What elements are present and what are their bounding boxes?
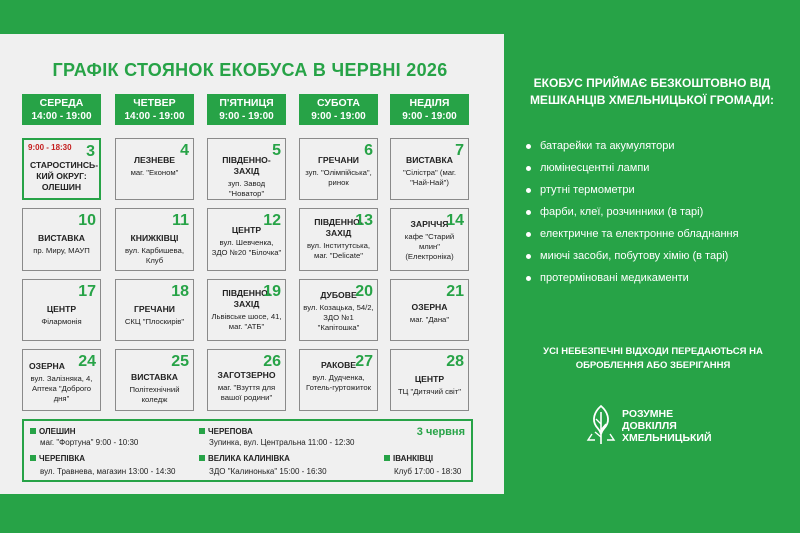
extra-stop-name	[199, 454, 290, 464]
cell-location: КНИЖКІВЦІ	[130, 233, 179, 243]
cell-day-number: 28	[446, 353, 464, 370]
square-marker-icon	[30, 455, 36, 461]
cell-location: РАКОВЕ	[320, 360, 357, 370]
extra-stop-name	[199, 427, 253, 437]
cell-location: СТАРОСТИНСЬ-КИЙ ОКРУГ: ОЛЕШИН	[30, 160, 99, 192]
cell-day-number: 12	[263, 212, 281, 229]
cell-location: ПІВДЕННО-ЗАХІД	[314, 217, 363, 238]
square-marker-icon	[384, 455, 390, 461]
list-item-text: електричне та електронне обладнання	[540, 228, 739, 240]
extra-date: 3 червня	[416, 426, 465, 438]
schedule-cell-6	[299, 138, 378, 200]
cell-address: Політехнічний коледж	[129, 385, 180, 404]
schedule-cell-19	[207, 279, 286, 341]
cell-address: маг. "Взуття для вашої родини"	[217, 383, 276, 402]
cell-address: кафе "Старий млин" (Електроніка)	[404, 232, 455, 261]
schedule-cell-4	[115, 138, 194, 200]
cell-address: вул. Інститутська, маг. "Delicate"	[306, 241, 371, 260]
day-name: ЧЕТВЕР	[133, 97, 176, 109]
cell-location: ГРЕЧАНИ	[318, 155, 359, 165]
cell-location: ЦЕНТР	[231, 225, 262, 235]
extra-stop-address: Зупинка, вул. Центральна 11:00 - 12:30	[209, 438, 355, 447]
cell-address: Львівське шосе, 41, маг. "АТБ"	[211, 312, 282, 331]
cell-location: ПІВДЕННО-ЗАХІД	[222, 155, 271, 176]
list-item-text: ртутні термометри	[540, 184, 635, 196]
bullet-dot-icon	[526, 210, 531, 215]
schedule-cell-3	[22, 138, 101, 200]
list-item	[526, 162, 786, 175]
accepted-items-list	[526, 140, 786, 294]
top-green-bar	[0, 0, 504, 34]
cell-address: ТЦ "Дитячий світ"	[397, 387, 462, 396]
day-name: СУБОТА	[316, 97, 361, 109]
cell-address: вул. Козацька, 54/2, ЗДО №1 "Капітошка"	[303, 303, 374, 332]
bullet-dot-icon	[526, 232, 531, 237]
brand-line: РОЗУМНЕ	[622, 408, 674, 420]
schedule-cell-18	[115, 279, 194, 341]
cell-address: вул. Карбишева, Клуб	[125, 246, 184, 265]
cell-day-number: 26	[263, 353, 281, 370]
bullet-dot-icon	[526, 276, 531, 281]
extra-stop-address: вул. Травнева, магазин 13:00 - 14:30	[40, 467, 176, 476]
schedule-cell-17	[22, 279, 101, 341]
square-marker-icon	[30, 428, 36, 434]
day-name: П'ЯТНИЦЯ	[219, 97, 274, 109]
square-marker-icon	[199, 428, 205, 434]
cell-location: ВИСТАВКА	[131, 372, 178, 382]
brand-line: ДОВКІЛЛЯ	[622, 420, 677, 432]
schedule-cell-26	[207, 349, 286, 411]
extra-stop-address: маг. "Фортуна" 9:00 - 10:30	[40, 438, 139, 447]
list-item	[526, 250, 786, 263]
list-item	[526, 228, 786, 241]
cell-address: пр. Миру, МАУП	[33, 246, 90, 255]
cell-address: зуп. Завод "Новатор"	[227, 179, 266, 198]
list-item	[526, 140, 786, 153]
cell-address: Філармонія	[41, 317, 82, 326]
bullet-dot-icon	[526, 254, 531, 259]
schedule-cell-14	[390, 208, 469, 271]
leaf-recycle-logo-icon	[586, 404, 616, 446]
cell-location: ОЗЕРНА	[29, 361, 65, 371]
bullet-dot-icon	[526, 188, 531, 193]
june-3-extra-stops	[22, 419, 473, 482]
bullet-dot-icon	[526, 144, 531, 149]
day-time: 9:00 - 19:00	[311, 111, 366, 122]
cell-day-number: 4	[180, 142, 189, 159]
day-time: 9:00 - 19:00	[402, 111, 457, 122]
cell-day-number: 20	[355, 283, 373, 300]
schedule-cell-24	[22, 349, 101, 411]
page-title: ГРАФІК СТОЯНОК ЕКОБУСА В ЧЕРВНІ 2026	[52, 60, 448, 80]
cell-address: маг. "Дана"	[409, 315, 450, 324]
cell-location: ГРЕЧАНИ	[134, 304, 175, 314]
list-item-text: протерміновані медикаменти	[540, 272, 689, 284]
cell-day-number: 21	[446, 283, 464, 300]
cell-address: вул. Залізняка, 4, Аптека "Доброго дня"	[30, 374, 93, 403]
accepts-title: ЕКОБУС ПРИЙМАЄ БЕЗКОШТОВНО ВІД МЕШКАНЦІВ ХМЕЛЬНИЦЬКОЇ ГРОМАДИ:	[529, 76, 775, 107]
day-header-friday	[207, 94, 286, 125]
extra-stop-title: ЧЕРЕПОВА	[208, 427, 253, 436]
cell-location: ПІВДЕННО-ЗАХІД	[222, 288, 271, 309]
brand-name	[622, 408, 712, 444]
schedule-cell-21	[390, 279, 469, 341]
extra-stop-name	[30, 427, 76, 437]
cell-day-number: 19	[263, 283, 281, 300]
cell-location: ЦЕНТР	[46, 304, 77, 314]
cell-address: "Сілістра" (маг. "Най-Най")	[402, 168, 457, 187]
cell-day-number: 14	[446, 212, 464, 229]
extra-stop-name	[384, 454, 433, 464]
cell-address: зуп. "Олімпійська", ринок	[305, 168, 372, 187]
extra-stop-title: ЧЕРЕПІВКА	[39, 454, 86, 463]
cell-day-number: 13	[355, 212, 373, 229]
list-item-text: фарби, клеї, розчинники (в тарі)	[540, 206, 704, 218]
cell-location: ВИСТАВКА	[406, 155, 453, 165]
cell-location: ЛЕЗНЕВЕ	[133, 155, 176, 165]
cell-day-number: 7	[455, 142, 464, 159]
cell-location: ОЗЕРНА	[411, 302, 448, 312]
extra-stop-name	[30, 454, 85, 464]
cell-day-number: 5	[272, 142, 281, 159]
day-name: НЕДІЛЯ	[409, 97, 450, 109]
extra-stop-title: ІВАНКІВЦІ	[393, 454, 434, 463]
schedule-cell-28	[390, 349, 469, 411]
day-header-thursday	[115, 94, 194, 125]
extra-stop-title: ОЛЕШИН	[39, 427, 76, 436]
day-header-saturday	[299, 94, 378, 125]
cell-location: ДУБОВЕ	[320, 290, 357, 300]
cell-location: ЗАРІЧЧЯ	[410, 219, 449, 229]
cell-address: вул. Шевченка, ЗДО №20 "Білочка"	[211, 238, 282, 257]
cell-day-number: 17	[78, 283, 96, 300]
day-header-sunday	[390, 94, 469, 125]
list-item	[526, 272, 786, 285]
schedule-cell-20	[299, 279, 378, 341]
day-name: СЕРЕДА	[39, 97, 84, 109]
schedule-cell-12	[207, 208, 286, 271]
schedule-cell-7	[390, 138, 469, 200]
cell-time: 9:00 - 18:30	[28, 143, 72, 152]
square-marker-icon	[199, 455, 205, 461]
schedule-cell-25	[115, 349, 194, 411]
list-item-text: батарейки та акумулятори	[540, 140, 675, 152]
day-time: 14:00 - 19:00	[31, 111, 92, 122]
cell-day-number: 18	[171, 283, 189, 300]
cell-address: СКЦ "Плоскирів"	[124, 317, 185, 326]
brand-line: ХМЕЛЬНИЦЬКИЙ	[622, 432, 712, 444]
extra-stop-address: ЗДО "Калинонька" 15:00 - 16:30	[209, 467, 327, 476]
cell-address: вул. Дудченка, Готель-гуртожиток	[305, 373, 372, 392]
extra-stop-address: Клуб 17:00 - 18:30	[394, 467, 462, 476]
disposal-note: УСІ НЕБЕЗПЕЧНІ ВІДХОДИ ПЕРЕДАЮТЬСЯ НА ОБРОБЛЕННЯ АБО ЗБЕРІГАННЯ	[543, 346, 763, 371]
bullet-dot-icon	[526, 166, 531, 171]
schedule-cell-27	[299, 349, 378, 411]
cell-day-number: 24	[78, 353, 96, 370]
schedule-cell-10	[22, 208, 101, 271]
schedule-cell-5	[207, 138, 286, 200]
list-item-text: миючі засоби, побутову хімію (в тарі)	[540, 250, 729, 262]
cell-location: ЦЕНТР	[414, 374, 445, 384]
extra-stop-title: ВЕЛИКА КАЛИНІВКА	[208, 454, 290, 463]
list-item	[526, 184, 786, 197]
bottom-green-bar	[0, 494, 504, 533]
list-item	[526, 206, 786, 219]
day-header-wednesday	[22, 94, 101, 125]
cell-day-number: 11	[172, 212, 189, 229]
day-time: 14:00 - 19:00	[124, 111, 185, 122]
cell-day-number: 10	[78, 212, 96, 229]
cell-day-number: 27	[355, 353, 373, 370]
cell-address: маг. "Економ"	[130, 168, 179, 177]
cell-day-number: 3	[86, 143, 95, 160]
schedule-cell-13	[299, 208, 378, 271]
cell-location: ВИСТАВКА	[38, 233, 85, 243]
cell-location: ЗАГОТЗЕРНО	[217, 370, 276, 380]
info-panel	[504, 0, 800, 533]
cell-day-number: 6	[364, 142, 373, 159]
schedule-cell-11	[115, 208, 194, 271]
cell-day-number: 25	[171, 353, 189, 370]
list-item-text: люмінесцентні лампи	[540, 162, 650, 174]
day-time: 9:00 - 19:00	[219, 111, 274, 122]
